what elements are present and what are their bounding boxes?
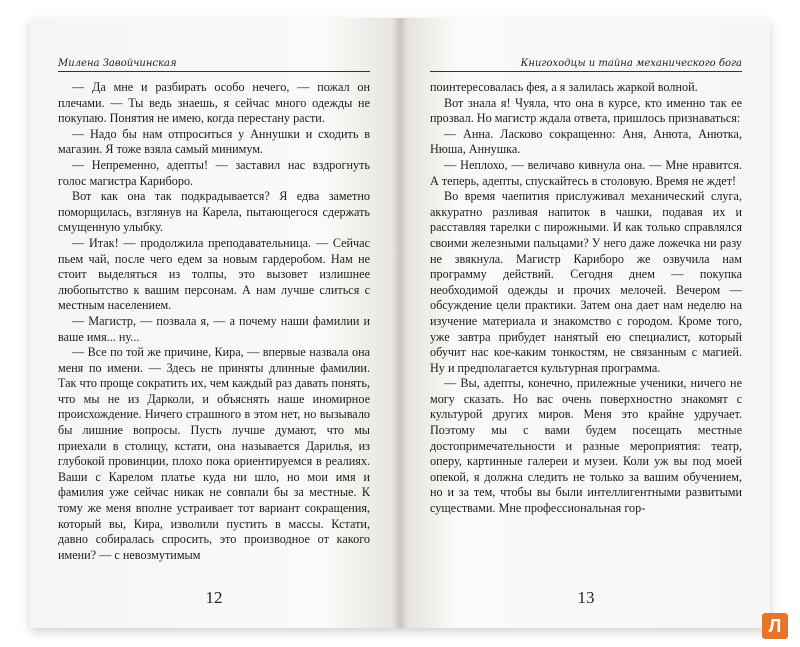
right-page <box>400 18 770 628</box>
paragraph: поинтересовалась фея, а я залилась жаркой волной. <box>430 80 698 94</box>
book-gutter <box>392 18 408 628</box>
running-head-title: Книгоходцы и тайна механического бога <box>430 58 742 72</box>
running-head-author: Милена Завойчинская <box>58 58 370 72</box>
paragraph: — Надо бы нам отпроситься у Аннушки и сходить в магазин. Я тоже взяла самый минимум. <box>58 126 370 157</box>
paragraph: — Непременно, адепты! — заставил нас вздрогнуть голос магистра Кариборо. <box>58 157 370 188</box>
paragraph: — Неплохо, — величаво кивнула она. — Мне нравится. А теперь, адепты, спускайтесь в столовую. Время не ждет! <box>430 157 742 188</box>
publisher-logo: Л <box>762 613 788 639</box>
paragraph: Вот как она так подкрадывается? Я едва заметно поморщилась, взглянув на Карела, пытающегося сдержать смущенную улыбку. <box>58 189 370 235</box>
left-page <box>30 18 400 628</box>
paragraph: — Итак! — продолжила преподавательница. — Сейчас пьем чай, после чего едем за новым гардеробом. Нам не стоит выделяться из толпы, это вызовет излишнее любопытство к вашим персонам. А нам лучше слиться с местным населением. <box>58 235 370 313</box>
paragraph: Во время чаепития прислуживал механический слуга, аккуратно разливая напиток в чашки, подавая их и расставляя тарелки с пирожными. И как только справлялся своими железными пальцами? У него даже ложечка ни разу не звякнула. Магистр Кариборо же озвучила нам программу действий. Сегодня днем — покупка необходимой одежды и прочих мелочей. Вечером — обсуждение цели практики. Затем она дает нам неделю на изучение материала и знакомство с городом. Кроме того, уже завтра прибудет нанятый ею специалист, который обучит нас кое-каким тонкостям, не связанным с магией. Ну и предполагается культурная программа. <box>430 189 742 375</box>
paragraph: — Вы, адепты, конечно, прилежные ученики, ничего не могу сказать. Но вас очень поверхностно знакомят с культурой других миров. Меня это крайне удручает. Поэтому мы с вами будем посещать местные достопримечательности и разные мероприятия: театр, оперу, картинные галереи и музеи. Коли уж вы под моей опекой, я должна следить не только за вашим обучением, но и за тем, чтобы вы были интеллигентными развитыми существами. Мне профессиональная гор- <box>430 376 742 516</box>
paragraph: — Анна. Ласково сокращенно: Аня, Анюта, Анютка, Нюша, Аннушка. <box>430 126 742 157</box>
right-page-text <box>430 80 742 517</box>
paragraph: Вот знала я! Чуяла, что она в курсе, кто именно так ее прозвал. Но магистр ждала ответа, пришлось признаваться: <box>430 95 742 126</box>
paragraph: — Да мне и разбирать особо нечего, — пожал он плечами. — Ты ведь знаешь, я сейчас много одежды не покупаю. Понятия не имею, когда перестану расти. <box>58 80 370 126</box>
left-page-text <box>58 80 370 563</box>
page-number-left: 12 <box>205 588 223 607</box>
book-spread <box>30 18 770 628</box>
paragraph: — Все по той же причине, Кира, — впервые назвала она меня по имени. — Здесь не приняты длинные фамилии. Так что проще сократить их, чем каждый раз давать понять, что мы не из Дарколи, и объяснять наше иномирное происхождение. Ничего страшного в этом нет, но вызывало бы лишние вопросы. Пусть лучше думают, что мы приехали в столицу, кстати, она называется Дарилья, из глубокой провинции, плохо пока ориентируемся в реалиях. Ваши с Карелом платье куда ни шло, но мои имя и фамилия уже сейчас никак не совпали бы за местные. К тому же меня вполне устраивает тот вариант сокращения, который вы, Кира, изволили пустить в массы. Кстати, давно собиралась спросить, это производное от какого имени? — с невозмутимым <box>58 345 370 562</box>
page-number-right: 13 <box>577 588 595 607</box>
paragraph: — Магистр, — позвала я, — а почему наши фамилии и ваше имя... ну... <box>58 313 370 344</box>
